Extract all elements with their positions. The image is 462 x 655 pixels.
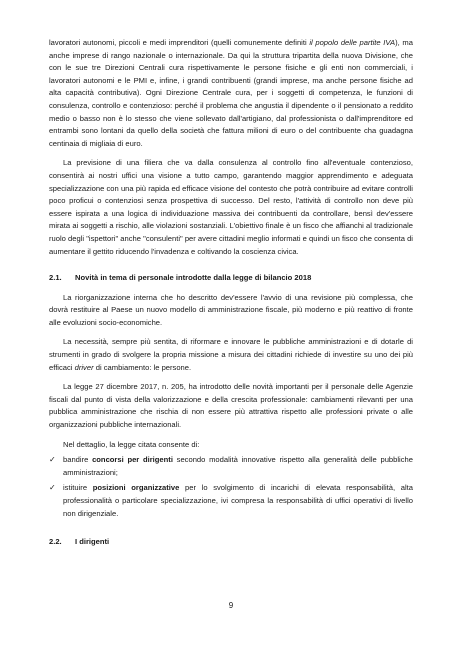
list-item-bold: concorsi per dirigenti: [92, 455, 173, 465]
section-number: 2.2.: [49, 537, 62, 547]
page-number: 9: [228, 601, 234, 610]
list-item: [49, 482, 413, 520]
paragraph-4-text-a: La necessità, sempre più sentita, di riformare e innovare le pubbliche amministrazioni e di dotarle di strumenti in grado di svolgere la propria missione a misura dei cittadini richiede di investire su uno dei più efficaci: [49, 337, 413, 372]
paragraph-1-text-a: lavoratori autonomi, piccoli e medi imprenditori (quelli comunemente definiti: [49, 38, 310, 47]
check-icon: ✓: [49, 483, 56, 493]
paragraph-4: [49, 336, 413, 374]
section-number: 2.1.: [49, 273, 62, 283]
section-heading-2-2: [49, 536, 413, 549]
paragraph-4-text-b: di cambiamento: le persone.: [93, 362, 192, 372]
list-item-bold: posizioni organizzative: [92, 483, 180, 493]
paragraph-5: La legge 27 dicembre 2017, n. 205, ha introdotto delle novità importanti per il personale delle Agenzie fiscali dal punto di vista della valorizzazione e della crescita professionale: cambiamenti rilevanti per una pubblica amministrazione che rischia di non essere più attrattiva rispetto alle professioni private o alle organizzazioni pubbliche internazionali.: [49, 382, 413, 430]
list-item-text: [63, 454, 413, 479]
paragraph-2: La previsione di una filiera che va dalla consulenza al controllo fino all'eventuale contenzioso, consentirà ai nostri uffici una visione a tutto campo, garantendo maggior apprendimento e adeguata specializzazione con una più rapida ed efficace visione del contesto che potrà contribuire ad evitare controlli poco proficui o contenziosi senza prospettiva di successo. Del resto, l'attività di controllo non deve più essere ispirata a una logica di individuazione massiva dei contribuenti da controllare, bensì dev'essere mirata ai soggetti a rischio, alle violazioni sostanziali. L'obiettivo finale è un fisco che affianchi al tradizionale ruolo degli "ispettori" anche "consulenti" per avere cittadini meglio informati e quindi un fisco che consenta di aumentare il gettito riducendo l'invadenza e coltivando la coscienza civica.: [49, 158, 413, 256]
list-item: [49, 454, 413, 479]
list-item-text-b: secondo modalità innovative rispetto alla generalità delle pubbliche amministrazioni;: [63, 455, 413, 477]
page-body: [49, 37, 413, 556]
check-icon: ✓: [49, 455, 56, 465]
section-title: I dirigenti: [75, 537, 110, 547]
paragraph-1: [49, 37, 413, 150]
paragraph-4-italic: driver: [74, 362, 94, 372]
paragraph-1-italic: il popolo delle partite IVA: [309, 38, 396, 47]
list-item-text-a: istituire: [63, 483, 93, 493]
list-item-text: [63, 482, 413, 520]
list-item-text-b: per lo svolgimento di incarichi di elevata responsabilità, alta professionalità o particolare specializzazione, ivi compresa la responsabilità di uffici operativi di livello non dirigenziale.: [63, 483, 413, 518]
paragraph-6: Nel dettaglio, la legge citata consente di:: [63, 439, 200, 449]
list-item-text-a: bandire: [63, 455, 93, 465]
paragraph-3: La riorganizzazione interna che ho descritto dev'essere l'avvio di una revisione più complessa, che dovrà restituire al Paese un nuovo modello di amministrazione fiscale, più moderno e più reattivo di fronte alle evoluzioni socio-economiche.: [49, 292, 413, 327]
section-title: Novità in tema di personale introdotte dalla legge di bilancio 2018: [75, 273, 312, 283]
section-heading-2-1: [49, 272, 413, 285]
paragraph-1-text-b: ), ma anche imprese di rango nazionale o internazionale. Da qui la struttura tripartita della nuova Divisione, che con le sue tre Direzioni Centrali cura rispettivamente le persone fisiche e gli enti non commerciali, i lavoratori autonomi e le PMI e, infine, i grandi contribuenti (grandi imprese, ma anche persone fisiche ad alta capacità contributiva). Ogni Direzione Centrale cura, per i soggetti di competenza, le funzioni di consulenza, controllo e contenzioso: perché il problema che angustia il dipendente o il pensionato a reddito medio o basso non è lo stesso che viene sollevato dall'artigiano, dal professionista o dall'imprenditore ed entrambi sono lontani da quello della società che fattura milioni di euro o del contribuente cha guadagna centinaia di migliaia di euro.: [49, 38, 413, 148]
